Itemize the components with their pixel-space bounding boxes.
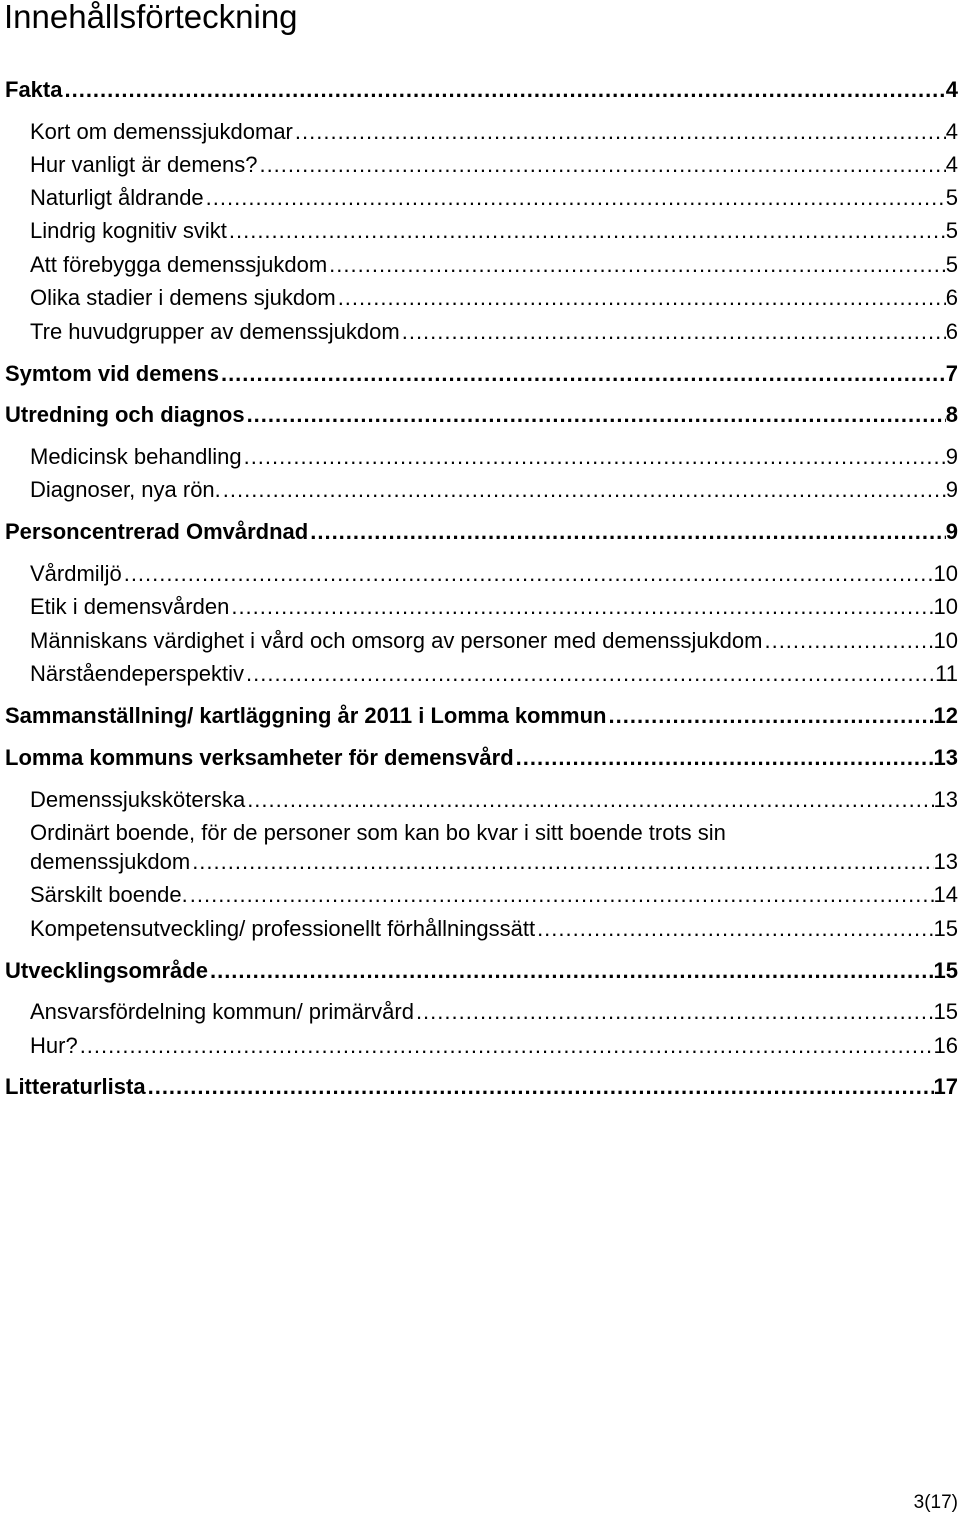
- toc-entry-page: 5: [945, 218, 958, 243]
- dot-leader: [229, 591, 933, 623]
- toc-entry-label: Fakta: [5, 77, 63, 102]
- toc-entry-att-forebygga-demenssjukdom[interactable]: [0, 249, 960, 281]
- toc-entry-label: Särskilt boende.: [30, 882, 188, 907]
- toc-entry-litteraturlista[interactable]: [0, 1071, 960, 1103]
- toc-entry-label: Etik i demensvården: [30, 594, 230, 619]
- toc-entry-page: 5: [945, 252, 958, 277]
- toc-entry-page: 6: [945, 285, 958, 310]
- dot-leader: [414, 996, 934, 1028]
- toc-entry-page: 11: [935, 661, 958, 686]
- toc-entry-page: 4: [945, 152, 958, 177]
- dot-leader: [146, 1071, 934, 1103]
- dot-leader: [514, 742, 934, 774]
- toc-entry-label: Människans värdighet i vård och omsorg av personer med demenssjukdom: [30, 628, 763, 653]
- toc-entry-label: Diagnoser, nya rön.: [30, 477, 221, 502]
- toc-entry-label: Symtom vid demens: [5, 361, 219, 386]
- toc-entry-label: Lindrig kognitiv svikt: [30, 218, 227, 243]
- toc-entry-label: Att förebygga demenssjukdom: [30, 252, 328, 277]
- page-number: 3(17): [913, 1492, 958, 1513]
- toc-entry-etik-i-demensvarden[interactable]: [0, 591, 960, 623]
- toc-entry-personcentrerad-omvardnad[interactable]: [0, 516, 960, 548]
- toc-entry-page: 13: [933, 849, 958, 874]
- dot-leader: [245, 399, 946, 431]
- dot-leader: [535, 913, 933, 945]
- toc-entry-label: Lomma kommuns verksamheter för demensvård: [5, 745, 514, 770]
- toc-entry-page: 10: [933, 628, 958, 653]
- toc-entry-page: 9: [945, 444, 958, 469]
- toc-entry-label: Närståendeperspektiv: [30, 661, 245, 686]
- toc-entry-medicinsk-behandling[interactable]: [0, 441, 960, 473]
- dot-leader: [308, 516, 946, 548]
- toc-entry-manniskans-vardighet[interactable]: [0, 625, 960, 657]
- dot-leader: [607, 700, 934, 732]
- toc-entry-hur-vanligt-ar-demens[interactable]: [0, 149, 960, 181]
- toc-entry-label: Sammanställning/ kartläggning år 2011 i Lomma kommun: [5, 703, 607, 728]
- toc-entry-page: 9: [945, 477, 958, 502]
- toc-entry-label: Personcentrerad Omvårdnad: [5, 519, 309, 544]
- dot-leader: [293, 116, 946, 148]
- toc-entry-page: 4: [945, 77, 958, 102]
- dot-leader: [219, 358, 946, 390]
- dot-leader: [78, 1030, 934, 1062]
- toc-entry-diagnoser-nya-ron[interactable]: [0, 474, 960, 506]
- toc-entry-page: 12: [933, 703, 958, 728]
- toc-entry-page: 9: [945, 519, 958, 544]
- toc-entry-narstaendeperspektiv[interactable]: [0, 658, 960, 690]
- toc-entry-label: Hur vanligt är demens?: [30, 152, 258, 177]
- toc-entry-label: Kort om demenssjukdomar: [30, 119, 293, 144]
- toc-entry-page: 16: [933, 1033, 958, 1058]
- toc-entry-page: 7: [945, 361, 958, 386]
- toc-entry-ordinart-boende[interactable]: [0, 817, 960, 882]
- toc-entry-hur[interactable]: [0, 1030, 960, 1062]
- toc-entry-label: Vårdmiljö: [30, 561, 122, 586]
- toc-entry-page: 13: [933, 787, 958, 812]
- dot-leader: [227, 215, 946, 247]
- dot-leader: [190, 846, 933, 878]
- toc-entry-tre-huvudgrupper[interactable]: [0, 316, 960, 348]
- dot-leader: [204, 182, 946, 214]
- toc-entry-page: 6: [945, 319, 958, 344]
- dot-leader: [257, 149, 945, 181]
- toc-entry-kort-om-demenssjukdomar[interactable]: [0, 116, 960, 148]
- toc-entry-utvecklingsomrade[interactable]: [0, 955, 960, 987]
- dot-leader: [327, 249, 946, 281]
- dot-leader: [336, 282, 946, 314]
- toc-entry-kompetensutveckling[interactable]: [0, 913, 960, 945]
- toc-entry-vardmiljo[interactable]: [0, 558, 960, 590]
- dot-leader: [62, 74, 945, 106]
- toc-entry-page: 4: [945, 119, 958, 144]
- toc-entry-label: Ordinärt boende, för de personer som kan bo kvar i sitt boende trots sin: [30, 820, 726, 845]
- toc-entry-symtom-vid-demens[interactable]: [0, 358, 960, 390]
- toc-entry-label: Utvecklingsområde: [5, 958, 208, 983]
- toc-entry-page: 14: [933, 882, 958, 907]
- dot-leader: [400, 316, 946, 348]
- toc-entry-page: 17: [933, 1074, 958, 1099]
- dot-leader: [221, 474, 946, 506]
- toc-entry-page: 13: [933, 745, 958, 770]
- toc-entry-label: Kompetensutveckling/ professionellt förhållningssätt: [30, 916, 536, 941]
- dot-leader: [762, 625, 933, 657]
- toc-entry-page: 5: [945, 185, 958, 210]
- toc-entry-label: Naturligt åldrande: [30, 185, 204, 210]
- toc-entry-page: 10: [933, 561, 958, 586]
- toc-entry-fakta[interactable]: [0, 74, 960, 106]
- dot-leader: [122, 558, 934, 590]
- toc-entry-olika-stadier[interactable]: [0, 282, 960, 314]
- dot-leader: [242, 441, 946, 473]
- toc-entry-page: 15: [933, 999, 958, 1024]
- toc-entry-page: 15: [933, 958, 958, 983]
- toc-entry-ansvarsfordelning[interactable]: [0, 996, 960, 1028]
- dot-leader: [244, 658, 935, 690]
- toc-entry-label: Utredning och diagnos: [5, 402, 245, 427]
- toc-entry-label: Litteraturlista: [5, 1074, 146, 1099]
- dot-leader: [208, 955, 934, 987]
- toc-entry-lindrig-kognitiv-svikt[interactable]: [0, 215, 960, 247]
- toc-entry-label: Medicinsk behandling: [30, 444, 242, 469]
- toc-entry-label: Tre huvudgrupper av demenssjukdom: [30, 319, 400, 344]
- toc-entry-label: Ansvarsfördelning kommun/ primärvård: [30, 999, 414, 1024]
- toc-entry-label: Hur?: [30, 1033, 78, 1058]
- dot-leader: [188, 879, 934, 911]
- toc-entry-naturligt-aldrande[interactable]: [0, 182, 960, 214]
- toc-entry-lomma-kommuns-verksamheter[interactable]: [0, 742, 960, 774]
- toc-entry-sarskilt-boende[interactable]: [0, 879, 960, 911]
- toc-title: Innehållsförteckning: [4, 0, 298, 35]
- toc-entry-page: 8: [945, 402, 958, 427]
- toc-entry-label: Olika stadier i demens sjukdom: [30, 285, 336, 310]
- toc-entry-page: 15: [933, 916, 958, 941]
- dot-leader: [245, 784, 933, 816]
- toc-entry-label-continued: demenssjukdom: [30, 849, 191, 874]
- toc-entry-page: 10: [933, 594, 958, 619]
- toc-entry-sammanstallning[interactable]: [0, 700, 960, 732]
- toc-entry-label: Demenssjuksköterska: [30, 787, 246, 812]
- toc-entry-demenssjukskoterska[interactable]: [0, 784, 960, 816]
- toc-entry-utredning-och-diagnos[interactable]: [0, 399, 960, 431]
